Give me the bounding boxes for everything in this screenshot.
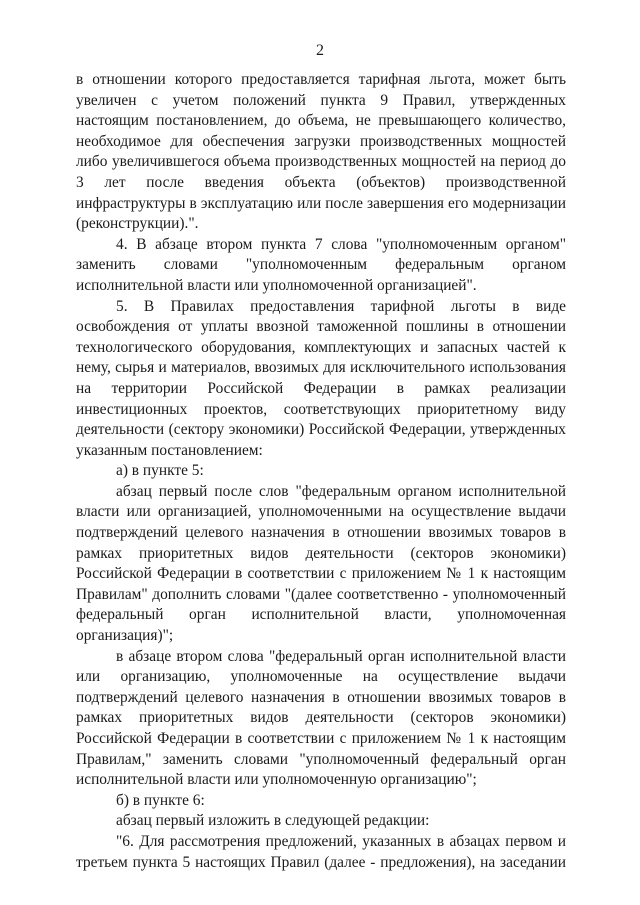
- paragraph-item-5: [76, 297, 566, 462]
- text-line: исполнительной власти или уполномоченную организацию";: [76, 771, 477, 789]
- text-line: в рамках приоритетных видов деятельности (секторов экономики): [76, 688, 566, 727]
- paragraph-subitem-b: [76, 791, 566, 812]
- document-body: [76, 70, 566, 873]
- page-number: 2: [316, 42, 324, 59]
- text-line: или организацию, уполномоченные на осуществление выдачи: [76, 668, 566, 686]
- text-line: технологического оборудования, комплектующих и запасных частей: [76, 338, 550, 356]
- text-line: Правилам," заменить словами "уполномоченный федеральный орган: [76, 750, 566, 768]
- text-line: исполнительной власти или уполномоченной организацией".: [76, 276, 477, 294]
- text-line: Российской Федерации в соответствии с приложением № 1 к настоящим: [76, 565, 566, 583]
- text-line: Правилам" дополнить словами "(далее соответственно - уполномоченный: [76, 585, 566, 603]
- text-line: после введения объекта (объектов) производственной инфраструктуры: [76, 173, 566, 212]
- text-line: подтверждений целевого назначения в отношении ввозимых товаров: [76, 524, 552, 542]
- text-line: освобождения от уплаты ввозной таможенной пошлины в отношении: [76, 318, 566, 336]
- text-line: в эксплуатацию или после завершения его модернизации: [189, 194, 566, 212]
- paragraph-subitem-a: [76, 461, 566, 482]
- text-line: Российской Федерации в соответствии с приложением № 1 к настоящим: [76, 730, 566, 747]
- paragraph-new-edition-intro: [76, 811, 566, 832]
- text-line: а) в пункте 5:: [116, 462, 204, 480]
- text-line: инвестиционных проектов, соответствующих приоритетному виду: [76, 400, 566, 418]
- text-line: заменить словами "уполномоченным федеральным органом: [76, 256, 566, 274]
- paragraph-item-5-second-abzac: [76, 647, 566, 791]
- text-line: абзац первый изложить в следующей редакции:: [116, 812, 430, 830]
- text-line: постановлением, до объема, не превышающего количество, необходимое: [76, 112, 566, 150]
- text-line: (реконструкции).".: [76, 215, 199, 233]
- text-line: 4. В абзаце втором пункта 7 слова "уполномоченным органом": [116, 235, 566, 253]
- text-line: в рамках приоритетных видов деятельности (секторов экономики): [76, 524, 566, 562]
- paragraph-continuation: [76, 70, 566, 235]
- text-line: власти или организацией, уполномоченными на осуществление выдачи: [76, 503, 566, 521]
- text-line: подтверждений целевого назначения в отношении ввозимых товаров: [76, 688, 552, 706]
- text-line: увеличившегося объема производственных мощностей на период до 3 лет: [76, 153, 567, 191]
- paragraph-item-4: [76, 235, 566, 297]
- text-line: б) в пункте 6:: [116, 791, 205, 809]
- text-line: федеральный орган исполнительной власти, уполномоченная: [76, 606, 566, 624]
- text-line: к нему, сырья и материалов, ввозимых для исключительного: [76, 338, 566, 377]
- text-line: и третьем пункта 5 настоящих Правил (далее - предложения), на заседании: [76, 832, 566, 871]
- text-line: для обеспечения загрузки производственных мощностей либо: [76, 132, 566, 171]
- text-line: указанным постановлением:: [76, 441, 263, 459]
- text-line: 5. В Правилах предоставления тарифной льготы в виде: [116, 297, 566, 315]
- text-line: в отношении которого предоставляется тарифная льгота, может быть: [76, 71, 566, 88]
- text-line: "6. Для рассмотрения предложений, указанных в абзацах первом: [116, 832, 553, 850]
- text-line: использования на территории Российской Федерации в рамках реализации: [76, 359, 566, 397]
- text-line: деятельности (сектору экономики) Российской Федерации, утвержденных: [76, 421, 566, 439]
- paragraph-item-6-new-text: [76, 832, 566, 873]
- text-line: в абзаце втором слова "федеральный орган исполнительной власти: [116, 647, 566, 665]
- paragraph-item-5-first-abzac: [76, 482, 566, 647]
- text-line: абзац первый после слов "федеральным органом исполнительной: [116, 482, 566, 500]
- text-line: организация)";: [76, 627, 174, 645]
- text-line: увеличен с учетом положений пункта 9 Правил, утвержденных настоящим: [76, 91, 566, 130]
